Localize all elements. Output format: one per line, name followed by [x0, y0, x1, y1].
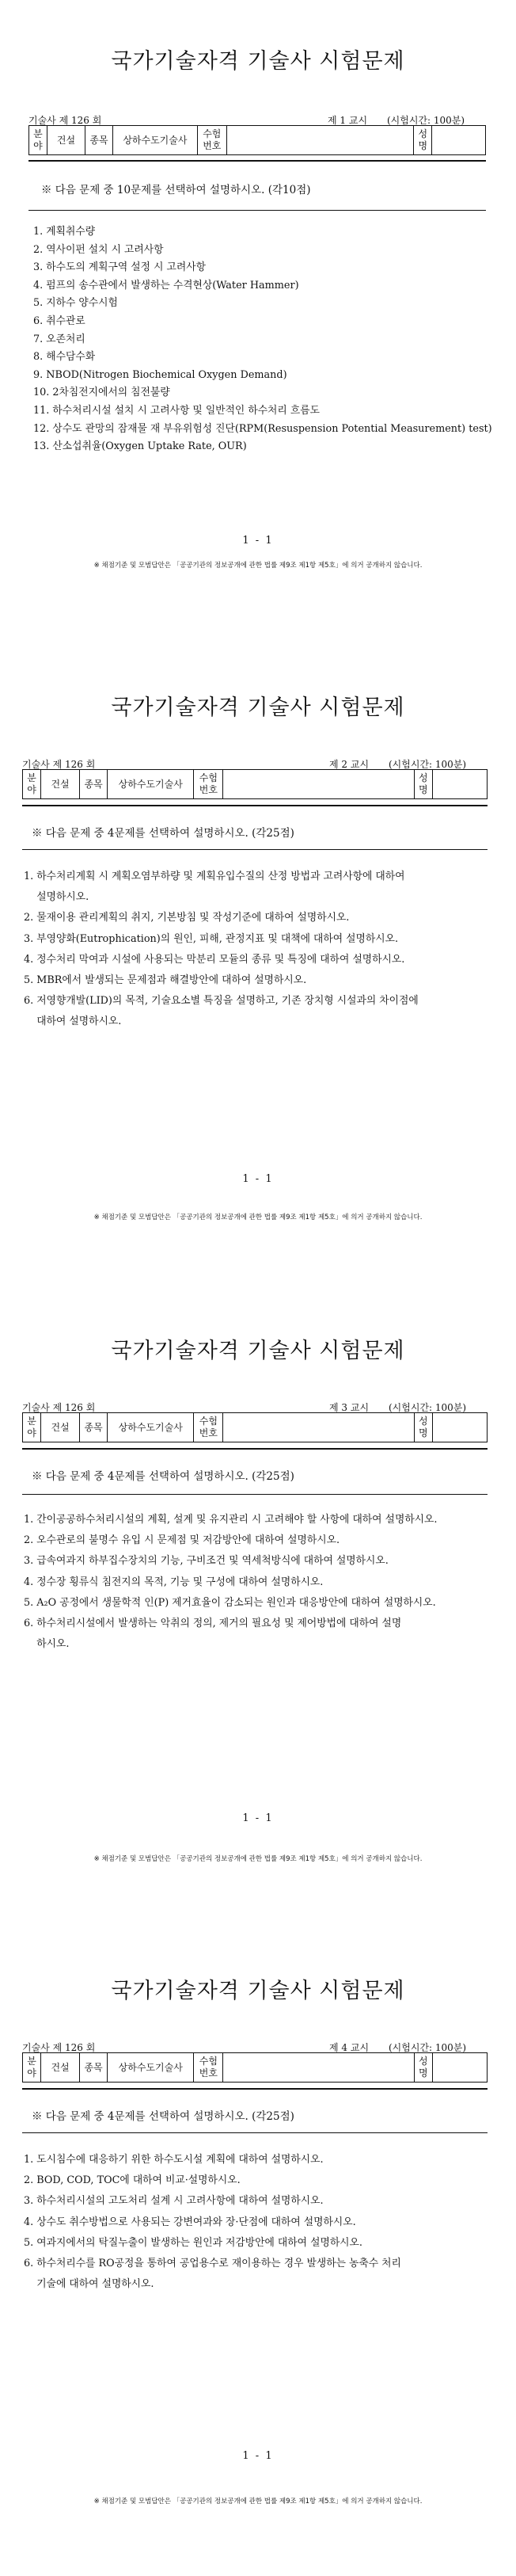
exam-number-label: 수험 번호 [194, 2053, 223, 2083]
question-item: 3. 하수처리시설의 고도처리 설계 시 고려사항에 대하여 설명하시오. [24, 2195, 324, 2208]
question-item: 4. 상수도 취수방법으로 사용되는 강변여과와 장·단점에 대하여 설명하시오. [24, 2216, 356, 2228]
question-item: 대하여 설명하시오. [24, 1016, 122, 1028]
name-value [432, 2053, 487, 2083]
divider [22, 2088, 488, 2090]
question-list [33, 223, 492, 456]
footer-note: ※ 채점기준 및 모범답안은 「공공기관의 정보공개에 관한 법률 제9조 제1항 제5호」에 의거 공개하지 않습니다. [93, 1855, 423, 1863]
exam-title: 국가기술자격 기술사 시험문제 [111, 1979, 405, 2003]
question-item: 2. 역사이펀 설치 시 고려사항 [33, 243, 164, 256]
exam-title: 국가기술자격 기술사 시험문제 [111, 49, 405, 74]
exam-title: 국가기술자격 기술사 시험문제 [111, 1339, 405, 1363]
question-item: 4. 펌프의 송수관에서 발생하는 수격현상(Water Hammer) [33, 279, 299, 292]
exam-info-row [29, 126, 486, 155]
field-value: 건설 [41, 770, 80, 799]
page-number: 1 - 1 [242, 2450, 274, 2462]
exam-number-value [223, 770, 414, 799]
exam-number-label: 수험 번호 [194, 770, 223, 799]
exam-info-row [23, 1413, 488, 1442]
exam-number-label: 수험 번호 [198, 126, 227, 155]
exam-number-value [223, 2053, 414, 2083]
exam-time: (시험시간: 100분) [389, 1402, 467, 1413]
question-item: 5. 지하수 양수시험 [33, 297, 118, 310]
question-item: 3. 급속여과지 하부집수장치의 기능, 구비조건 및 역세척방식에 대하여 설명하시오. [24, 1555, 389, 1568]
question-item: 1. 간이공공하수처리시설의 계획, 설계 및 유지관리 시 고려해야 할 사항에 대하여 설명하시오. [24, 1514, 438, 1526]
field-value: 건설 [47, 126, 85, 155]
question-item: 5. MBR에서 발생되는 문제점과 해결방안에 대하여 설명하시오. [24, 974, 307, 987]
page-number: 1 - 1 [242, 1812, 274, 1824]
exam-page [0, 1290, 516, 1934]
question-item: 5. A₂O 공정에서 생물학적 인(P) 제거효율이 감소되는 원인과 대응방안에 대하여 설명하시오. [24, 1596, 436, 1609]
instruction: ※ 다음 문제 중 10문제를 선택하여 설명하시오. (각10점) [41, 184, 311, 196]
exam-number-value [223, 1413, 414, 1442]
question-item: 9. NBOD(Nitrogen Biochemical Oxygen Demand) [33, 368, 287, 381]
subject-value: 상하수도기술사 [108, 1413, 194, 1442]
subject-label: 종목 [80, 770, 108, 799]
exam-time: (시험시간: 100분) [387, 115, 465, 126]
divider [22, 2132, 488, 2133]
question-item: 12. 상수도 관망의 잠재물 재 부유위험성 진단(RPM(Resuspension Potential Measurement) test) [33, 422, 492, 435]
page-number: 1 - 1 [242, 1173, 274, 1185]
exam-number-value [226, 126, 414, 155]
exam-round: 기술사 제 126 회 [22, 2042, 96, 2053]
exam-number-label: 수험 번호 [194, 1413, 223, 1442]
field-label: 분 야 [29, 126, 47, 155]
instruction: ※ 다음 문제 중 4문제를 선택하여 설명하시오. (각25점) [32, 827, 294, 840]
field-label: 분 야 [23, 1413, 41, 1442]
question-item: 하시오. [24, 1638, 70, 1651]
question-item: 11. 하수처리시설 설치 시 고려사항 및 일반적인 하수처리 흐름도 [33, 404, 320, 417]
exam-info-table [22, 2052, 488, 2083]
question-item: 6. 하수처리수를 RO공정을 통하여 공업용수로 재이용하는 경우 발생하는 농축수 처리 [24, 2258, 401, 2270]
question-item: 4. 정수처리 막여과 시설에 사용되는 막분리 모듈의 종류 및 특징에 대하여 설명하시오. [24, 953, 405, 966]
divider [22, 1494, 488, 1495]
question-item: 7. 오존처리 [33, 333, 85, 345]
question-item: 3. 하수도의 계획구역 설정 시 고려사항 [33, 261, 206, 274]
field-label: 분 야 [23, 2053, 41, 2083]
exam-page [0, 1930, 516, 2574]
question-item: 1. 하수처리계획 시 계획오염부하량 및 계획유입수질의 산정 방법과 고려사항에 대하여 [24, 871, 405, 882]
question-item: 기술에 대하여 설명하시오. [24, 2278, 154, 2291]
question-item: 2. BOD, COD, TOC에 대하여 비교·설명하시오. [24, 2174, 241, 2187]
question-item: 6. 하수처리시설에서 발생하는 악취의 정의, 제거의 필요성 및 제어방법에 대하여 설명 [24, 1618, 402, 1630]
field-value: 건설 [41, 2053, 80, 2083]
exam-time: (시험시간: 100분) [389, 759, 467, 770]
exam-round: 기술사 제 126 회 [22, 1402, 96, 1413]
exam-info-table [22, 1412, 488, 1442]
exam-page [0, 646, 516, 1290]
question-list [24, 2150, 401, 2295]
question-item: 3. 부영양화(Eutrophication)의 원인, 피해, 관정지표 및 대책에 대하여 설명하시오. [24, 932, 399, 945]
name-value [432, 126, 486, 155]
question-item: 설명하시오. [24, 891, 89, 904]
name-value [432, 1413, 487, 1442]
question-item: 8. 해수담수화 [33, 351, 96, 364]
exam-session: 제 4 교시 [329, 2042, 370, 2053]
exam-info-table [28, 125, 486, 155]
page-number: 1 - 1 [242, 535, 274, 547]
field-label: 분 야 [23, 770, 41, 799]
subject-label: 종목 [80, 2053, 108, 2083]
exam-page [0, 0, 516, 644]
footer-note: ※ 채점기준 및 모범답안은 「공공기관의 정보공개에 관한 법률 제9조 제1항 제5호」에 의거 공개하지 않습니다. [93, 1214, 423, 1221]
name-label: 성 명 [414, 126, 432, 155]
exam-session: 제 2 교시 [329, 759, 370, 770]
subject-value: 상하수도기술사 [112, 126, 197, 155]
subject-label: 종목 [85, 126, 113, 155]
exam-round: 기술사 제 126 회 [22, 759, 96, 770]
exam-time: (시험시간: 100분) [389, 2042, 467, 2053]
instruction: ※ 다음 문제 중 4문제를 선택하여 설명하시오. (각25점) [32, 2110, 294, 2123]
subject-label: 종목 [80, 1413, 108, 1442]
exam-session: 제 1 교시 [328, 115, 368, 126]
name-label: 성 명 [414, 2053, 432, 2083]
exam-info-row [23, 770, 488, 799]
question-item: 2. 물재이용 관리계획의 취지, 기본방침 및 작성기준에 대하여 설명하시오. [24, 912, 350, 924]
question-item: 1. 계획취수량 [33, 226, 96, 238]
name-label: 성 명 [414, 770, 432, 799]
question-item: 6. 저영향개발(LID)의 목적, 기술요소별 특징을 설명하고, 기존 장치형 시설과의 차이점에 [24, 995, 419, 1008]
question-item: 10. 2차침전지에서의 침전불량 [33, 387, 170, 399]
subject-value: 상하수도기술사 [108, 770, 194, 799]
exam-round: 기술사 제 126 회 [28, 115, 102, 126]
exam-info-table [22, 769, 488, 799]
question-item: 6. 취수관로 [33, 314, 85, 327]
exam-session: 제 3 교시 [329, 1402, 370, 1413]
name-label: 성 명 [414, 1413, 432, 1442]
name-value [432, 770, 487, 799]
field-value: 건설 [41, 1413, 80, 1442]
divider [22, 849, 488, 850]
question-item: 5. 여과지에서의 탁질누출이 발생하는 원인과 저감방안에 대하여 설명하시오. [24, 2236, 362, 2249]
divider [22, 805, 488, 806]
question-list [24, 1510, 437, 1655]
subject-value: 상하수도기술사 [108, 2053, 194, 2083]
divider [28, 210, 486, 211]
question-list [24, 867, 419, 1033]
footer-note: ※ 채점기준 및 모범답안은 「공공기관의 정보공개에 관한 법률 제9조 제1항 제5호」에 의거 공개하지 않습니다. [93, 2498, 423, 2506]
footer-note: ※ 채점기준 및 모범답안은 「공공기관의 정보공개에 관한 법률 제9조 제1항 제5호」에 의거 공개하지 않습니다. [93, 562, 423, 570]
exam-title: 국가기술자격 기술사 시험문제 [111, 695, 405, 720]
question-item: 2. 오수관로의 불명수 유입 시 문제점 및 저감방안에 대하여 설명하시오. [24, 1534, 340, 1547]
question-item: 4. 정수장 횡류식 침전지의 목적, 기능 및 구성에 대하여 설명하시오. [24, 1576, 324, 1588]
instruction: ※ 다음 문제 중 4문제를 선택하여 설명하시오. (각25점) [32, 1470, 294, 1483]
question-item: 13. 산소섭취율(Oxygen Uptake Rate, OUR) [33, 440, 247, 453]
exam-info-row [23, 2053, 488, 2083]
divider [22, 1448, 488, 1450]
question-item: 1. 도시침수에 대응하기 위한 하수도시설 계획에 대하여 설명하시오. [24, 2154, 324, 2166]
divider [28, 160, 486, 162]
